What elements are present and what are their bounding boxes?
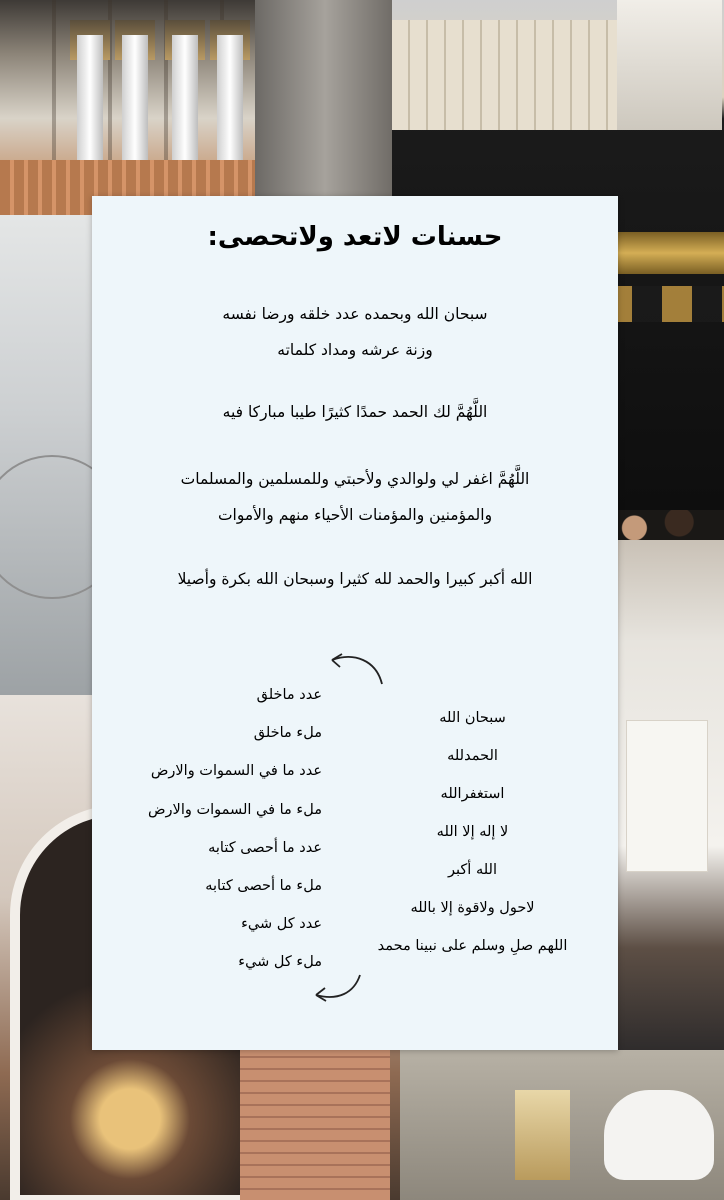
- verse-line: والمؤمنين والمؤمنات الأحياء منهم والأموات: [217, 506, 493, 524]
- curved-arrow-icon: [324, 648, 388, 688]
- verse-line: الله أكبر كبيرا والحمد لله كثيرا وسبحان الله بكرة وأصيلا: [177, 570, 533, 588]
- verse-block: [112, 296, 598, 368]
- list-item: سبحان الله: [439, 710, 506, 726]
- verse-block: [112, 394, 598, 430]
- mosque-interior-photo: [618, 540, 724, 1050]
- verse-line: اللَّهُمَّ لك الحمد حمدًا كثيرًا طيبا مباركا فيه: [222, 403, 488, 421]
- count-list: [122, 676, 322, 982]
- list-item: ملء كل شيء: [238, 954, 322, 971]
- list-item: عدد ماخلق: [256, 687, 322, 703]
- verse-block: [112, 561, 598, 597]
- list-item: ملء ماخلق: [253, 725, 322, 742]
- list-item: ملء ما أحصى كتابه: [205, 878, 322, 895]
- list-item: عدد ما في السموات والارض: [150, 763, 322, 780]
- dome-ceiling-photo: [0, 215, 92, 695]
- list-item: الله أكبر: [448, 862, 497, 878]
- list-item: استغفرالله: [440, 786, 505, 802]
- list-item: الحمدلله: [447, 748, 498, 764]
- list-item: عدد كل شيء: [241, 916, 322, 933]
- list-item: لاحول ولاقوة إلا بالله: [410, 900, 535, 916]
- verse-line: وزنة عرشه ومداد كلماته: [277, 341, 433, 359]
- verse-block: [112, 461, 598, 533]
- list-item: ملء ما في السموات والارض: [148, 801, 322, 818]
- prayer-photo: [400, 1050, 724, 1200]
- mosque-columns-photo: [0, 0, 392, 215]
- adhkar-list: [350, 699, 595, 965]
- list-item: لا إله إلا الله: [436, 824, 509, 840]
- curved-arrow-icon: [308, 971, 368, 1007]
- list-item: عدد ما أحصى كتابه: [208, 839, 322, 856]
- card-title: حسنات لاتعد ولاتحصى:: [207, 222, 503, 252]
- verse-line: سبحان الله وبحمده عدد خلقه ورضا نفسه: [222, 305, 488, 323]
- list-item: اللهم صلِ وسلم على نبينا محمد: [377, 938, 568, 954]
- dhikr-card: [92, 196, 618, 1050]
- verse-line: اللَّهُمَّ اغفر لي ولوالدي ولأحبتي وللمسلمين والمسلمات: [180, 470, 530, 488]
